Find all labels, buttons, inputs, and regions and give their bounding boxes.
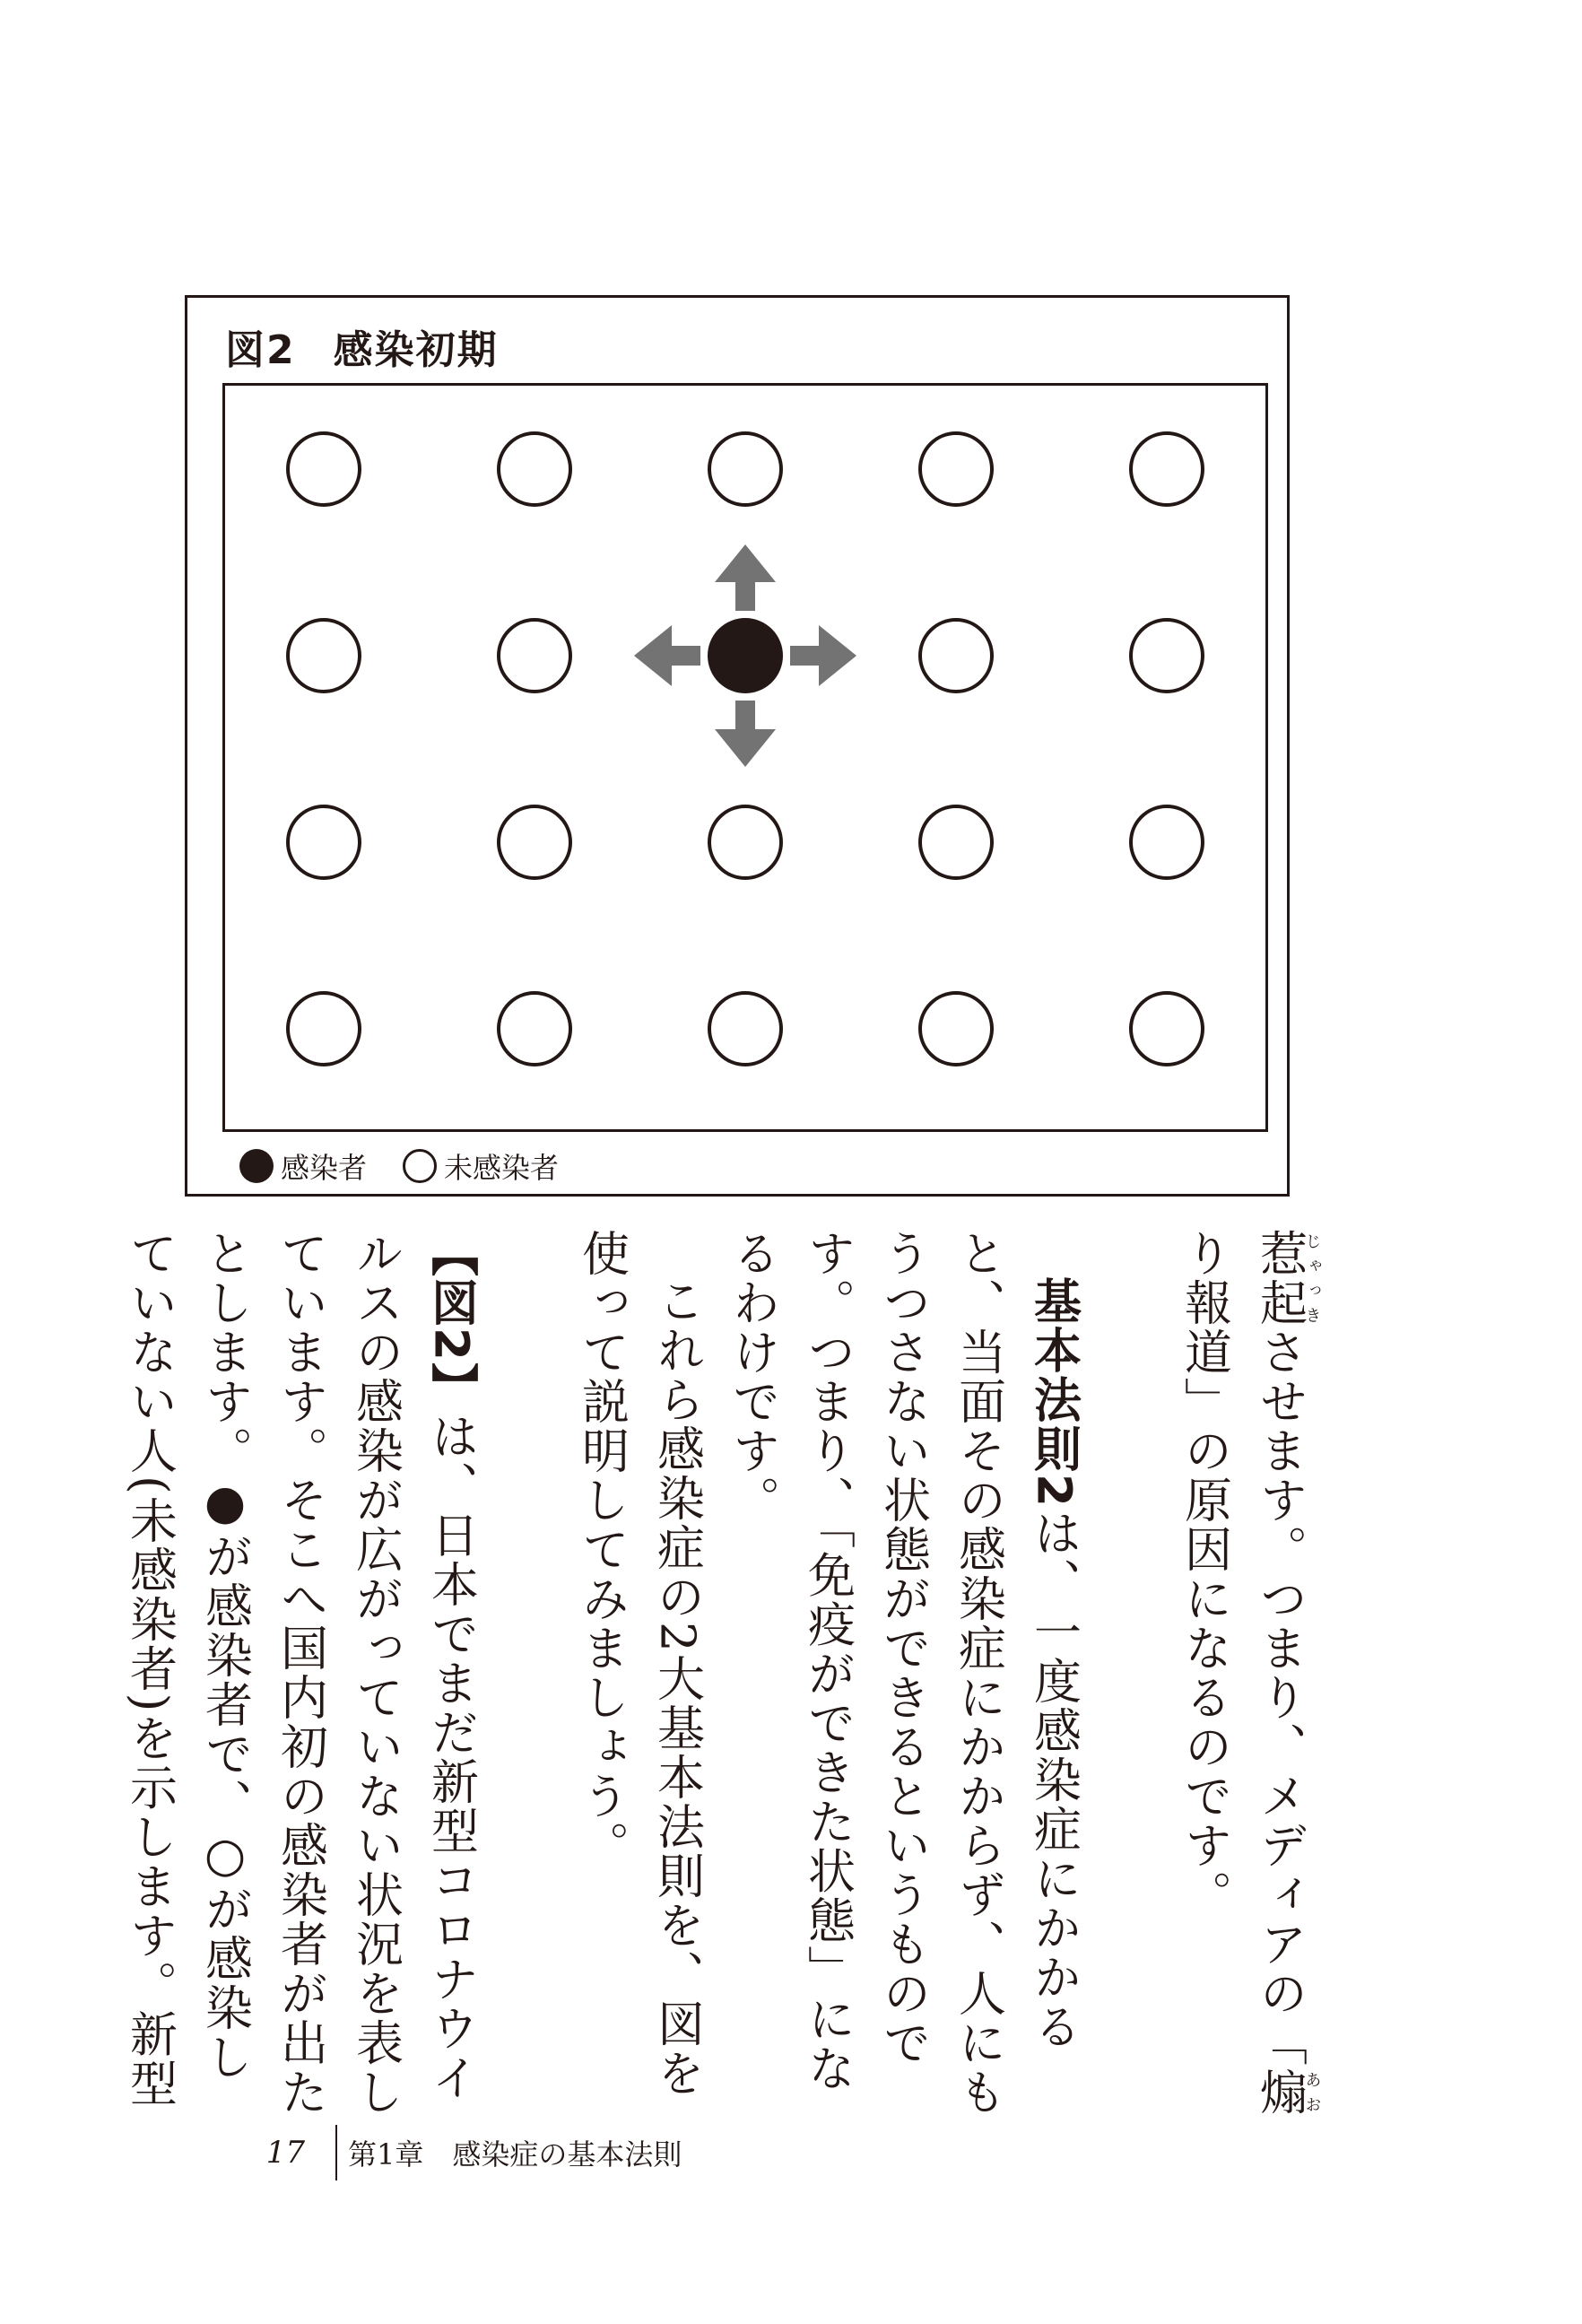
paragraph-1: [1167, 1229, 1321, 2126]
uninfected-person-icon: [499, 993, 570, 1065]
uninfected-person-icon: [920, 620, 992, 692]
grid-frame: [222, 383, 1268, 1132]
p4-rest: は、日本でまだ新型コロナウイルスの感染が広がっていない状況を表しています。そこへ国内初の感染者が出たとします。●が感染者で、○が感染していない人(未感染者)を示します。新型: [122, 1229, 479, 2117]
uninfected-person-icon: [288, 806, 360, 878]
blank-line: [489, 1229, 564, 2126]
uninfected-person-icon: [288, 433, 360, 505]
uninfected-person-icon: [920, 993, 992, 1065]
uninfected-person-icon: [288, 993, 360, 1065]
figure-2: [185, 295, 1290, 1197]
figure-label: 図2: [225, 327, 296, 373]
uninfected-person-icon: [499, 620, 570, 692]
spread-arrow-up-icon: [715, 544, 776, 611]
figure-title: [225, 318, 499, 375]
spread-arrow-right-icon: [790, 625, 856, 686]
uninfected-person-icon: [709, 433, 781, 505]
uninfected-person-icon: [709, 806, 781, 878]
p2-rest: は、一度感染症にかかると、当面その感染症にかからず、人にもうつさない状態ができるというものです。つまり、「免疫ができた状態」になるわけです。: [725, 1229, 1082, 2117]
spread-arrow-down-icon: [715, 701, 776, 767]
body-text: [112, 1229, 1321, 2126]
uninfected-dot-icon: [403, 1149, 437, 1183]
infected-dot-icon: [239, 1149, 274, 1183]
page-footer: [251, 2126, 682, 2180]
uninfected-person-icon: [709, 993, 781, 1065]
uninfected-person-icon: [1131, 620, 1203, 692]
figure-title-text: 感染初期: [333, 327, 499, 373]
infection-grid: [225, 386, 1265, 1129]
page-number: 17: [265, 2135, 305, 2171]
p1-line1: り報道」の原因になるのです。: [1177, 1229, 1232, 1919]
chapter-number: 第1章: [348, 2137, 424, 2172]
term-basic-law-2: 基本法則2: [1026, 1276, 1082, 1509]
uninfected-person-icon: [920, 806, 992, 878]
figure-reference: 【図2】: [423, 1229, 479, 1412]
p1-ruby-word-1: 惹起じゃっき: [1252, 1229, 1322, 1327]
chapter-title: 感染症の基本法則: [452, 2137, 682, 2172]
blank-line: [1091, 1229, 1167, 2126]
paragraph-2: [715, 1229, 1091, 2126]
infected-person-icon: [709, 620, 781, 692]
uninfected-person-icon: [499, 806, 570, 878]
legend: [239, 1146, 559, 1186]
legend-infected: 感染者: [281, 1151, 368, 1185]
uninfected-person-icon: [499, 433, 570, 505]
footer-divider: [335, 2125, 337, 2180]
uninfected-person-icon: [1131, 993, 1203, 1065]
legend-uninfected: 未感染者: [444, 1151, 560, 1185]
uninfected-person-icon: [288, 620, 360, 692]
p1-ruby-word-2: 煽あお: [1252, 2067, 1322, 2117]
paragraph-3: これら感染症の2大基本法則を、図を使って説明してみましょう。: [574, 1229, 705, 2098]
paragraph-4: [112, 1229, 489, 2126]
uninfected-person-icon: [920, 433, 992, 505]
uninfected-person-icon: [1131, 806, 1203, 878]
spread-arrow-left-icon: [634, 625, 700, 686]
uninfected-person-icon: [1131, 433, 1203, 505]
p1-line2: させます。つまり、メディアの「: [1252, 1327, 1308, 2067]
